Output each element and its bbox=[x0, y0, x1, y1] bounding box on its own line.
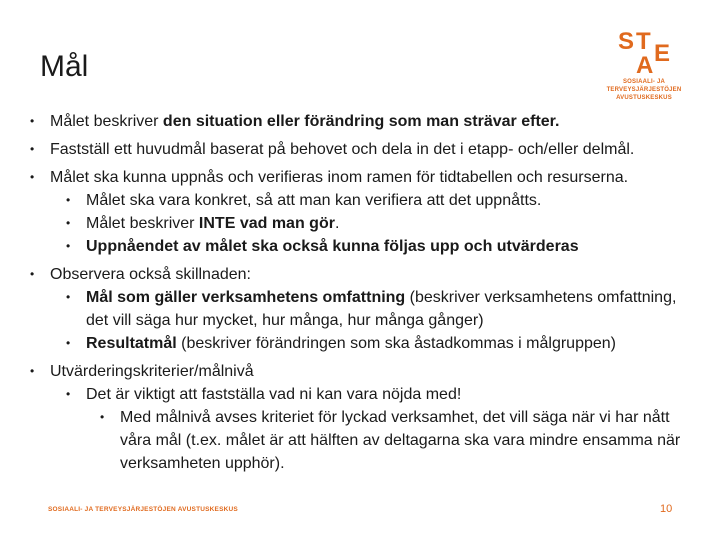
bullet-text-bold: Uppnåendet av målet ska också kunna följas upp och utvärderas bbox=[86, 238, 579, 255]
bullet-item-level-2 bbox=[30, 286, 690, 332]
bullet-dot: • bbox=[30, 364, 35, 378]
bullet-dot: • bbox=[30, 114, 35, 128]
bullet-dot: • bbox=[100, 410, 105, 424]
bullet-dot: • bbox=[66, 216, 71, 230]
bullet-text-bold: Mål som gäller verksamhetens omfattning bbox=[86, 289, 406, 306]
logo-caption bbox=[598, 78, 690, 102]
bullet-text: Målet ska kunna uppnås och verifieras inom ramen för tidtabellen och resurserna. bbox=[50, 169, 629, 186]
bullet-item-level-2 bbox=[30, 235, 690, 258]
bullet-dot: • bbox=[30, 170, 35, 184]
logo-letter-s: S bbox=[618, 28, 635, 55]
bullet-text-bold: den situation eller förändring som man strävar efter. bbox=[162, 113, 560, 130]
bullet-text: Utvärderingskriterier/målnivå bbox=[50, 363, 254, 380]
bullet-text-bold: Resultatmål bbox=[86, 335, 177, 352]
stea-logo-mark bbox=[612, 28, 672, 78]
bullet-text: . bbox=[334, 215, 340, 232]
bullet-text: (beskriver verksamhetens omfattning, det vill säga hur mycket, hur många, hur många gånger) bbox=[86, 289, 677, 329]
bullet-text-bold: INTE vad man gör bbox=[198, 215, 335, 232]
logo-caption-line: SOSIAALI- JA bbox=[622, 79, 666, 85]
logo-caption-line: AVUSTUSKESKUS bbox=[616, 95, 672, 101]
bullet-item-level-1 bbox=[30, 138, 690, 161]
bullet-item-level-2 bbox=[30, 189, 690, 212]
bullet-item-level-3 bbox=[30, 406, 690, 475]
bullet-item-level-1 bbox=[30, 263, 690, 286]
bullet-list bbox=[30, 110, 690, 475]
bullet-item-level-1 bbox=[30, 166, 690, 189]
bullet-item-level-2 bbox=[30, 212, 690, 235]
bullet-dot: • bbox=[66, 239, 71, 253]
bullet-dot: • bbox=[30, 142, 35, 156]
bullet-item-level-1 bbox=[30, 360, 690, 383]
bullet-item-level-1 bbox=[30, 110, 690, 133]
bullet-text: Det är viktigt att fastställa vad ni kan vara nöjda med! bbox=[86, 386, 462, 403]
bullet-text: Målet beskriver bbox=[86, 215, 199, 232]
footer-organization: SOSIAALI- JA TERVEYSJÄRJESTÖJEN AVUSTUSKESKUS bbox=[48, 506, 238, 513]
logo-letter-a: A bbox=[636, 52, 654, 79]
bullet-text: (beskriver förändringen som ska åstadkommas i målgruppen) bbox=[176, 335, 616, 352]
bullet-dot: • bbox=[66, 387, 71, 401]
bullet-text: Fastställ ett huvudmål baserat på behovet och dela in det i etapp- och/eller delmål. bbox=[50, 141, 635, 158]
bullet-dot: • bbox=[66, 336, 71, 350]
bullet-text: Målet beskriver bbox=[50, 113, 163, 130]
bullet-dot: • bbox=[30, 267, 35, 281]
bullet-text: Observera också skillnaden: bbox=[50, 266, 251, 283]
bullet-dot: • bbox=[66, 290, 71, 304]
bullet-text: Målet ska vara konkret, så att man kan verifiera att det uppnåtts. bbox=[86, 192, 542, 209]
logo-caption-line: TERVEYSJÄRJESTÖJEN bbox=[606, 87, 682, 93]
bullet-text: Med målnivå avses kriteriet för lyckad verksamhet, det vill säga när vi har nått våra mål (t.ex. målet är att hälften av deltagarna ska vara mindre ensamma när verksamheten upphör). bbox=[120, 409, 681, 472]
slide-title: Mål bbox=[40, 50, 89, 83]
bullet-item-level-2 bbox=[30, 332, 690, 355]
stea-logo bbox=[598, 28, 698, 108]
page-number: 10 bbox=[660, 503, 673, 515]
bullet-item-level-2 bbox=[30, 383, 690, 406]
logo-letter-e: E bbox=[654, 40, 671, 67]
bullet-dot: • bbox=[66, 193, 71, 207]
logo-letter-t: T bbox=[636, 28, 651, 55]
